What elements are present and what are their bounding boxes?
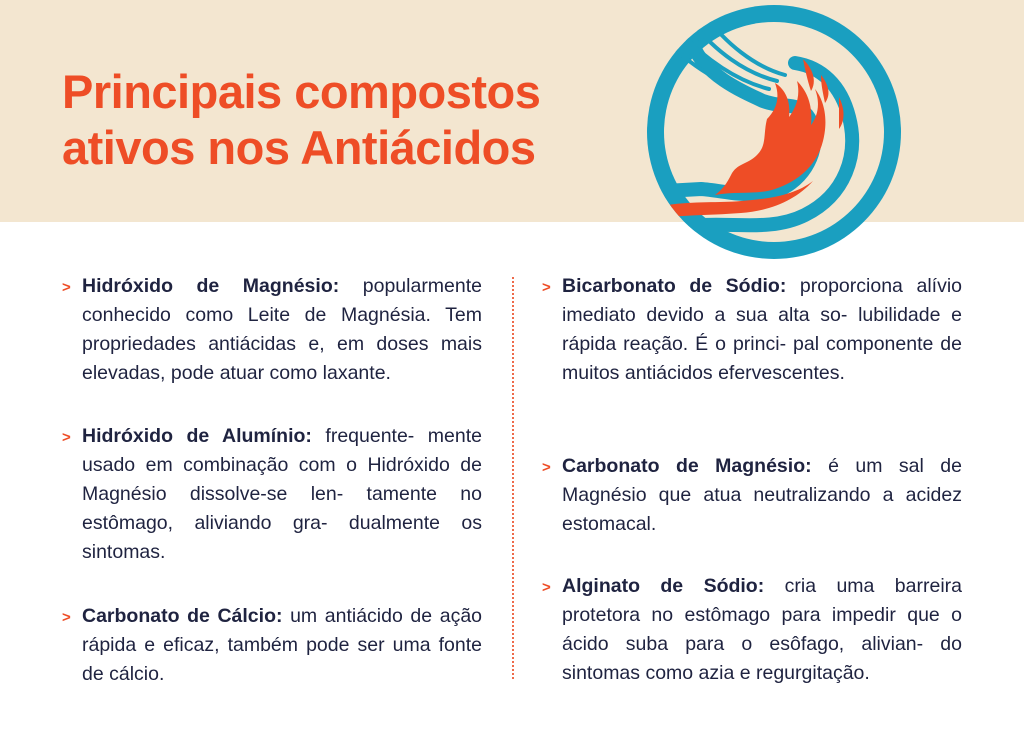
bullet-chevron-icon: > xyxy=(542,279,551,296)
title-line-1: Principais compostos xyxy=(62,65,541,118)
item-title: Alginato de Sódio: xyxy=(562,575,765,597)
page-title xyxy=(62,64,622,176)
item-text xyxy=(82,272,482,388)
bullet-chevron-icon: > xyxy=(542,579,551,596)
item-description: proporciona alívio imediato devido a sua alta so- lubilidade e rápida reação. É o princi- pal componente de muitos antiácidos efervescentes. xyxy=(562,275,962,384)
column-divider xyxy=(512,277,514,679)
item-description: frequente- mente usado em combinação com o Hidróxido de Magnésio dissolve-se len- tamente no estômago, aliviando gra- dualmente os sintomas. xyxy=(82,425,482,563)
item-title: Carbonato de Magnésio: xyxy=(562,455,812,477)
item-title: Carbonato de Cálcio: xyxy=(82,605,283,627)
item-text xyxy=(82,602,482,689)
list-item-hidroxido-magnesio xyxy=(62,272,482,422)
item-title: Hidróxido de Magnésio: xyxy=(82,275,340,297)
left-column xyxy=(62,272,482,689)
bullet-chevron-icon: > xyxy=(542,459,551,476)
list-item-alginato-sodio xyxy=(542,572,962,688)
item-text xyxy=(82,422,482,567)
item-title: Bicarbonato de Sódio: xyxy=(562,275,787,297)
item-text xyxy=(562,452,962,539)
title-line-2: ativos nos Antiácidos xyxy=(62,121,536,174)
stomach-fire-icon xyxy=(645,5,903,259)
bullet-chevron-icon: > xyxy=(62,279,71,296)
list-item-carbonato-calcio xyxy=(62,602,482,689)
right-column xyxy=(542,272,962,688)
item-text xyxy=(562,272,962,388)
item-title: Hidróxido de Alumínio: xyxy=(82,425,312,447)
item-description: é um sal de Magnésio que atua neutralizando a acidez estomacal. xyxy=(562,455,962,535)
item-description: cria uma barreira protetora no estômago para impedir que o ácido suba para o esôfago, alivian- do sintomas como azia e regurgitação. xyxy=(562,575,962,684)
item-description: popularmente conhecido como Leite de Magnésia. Tem propriedades antiácidas e, em doses mais elevadas, pode atuar como laxante. xyxy=(82,275,483,384)
list-item-bicarbonato-sodio xyxy=(542,272,962,452)
list-item-hidroxido-aluminio xyxy=(62,422,482,602)
bullet-chevron-icon: > xyxy=(62,609,71,626)
bullet-chevron-icon: > xyxy=(62,429,71,446)
item-text xyxy=(562,572,962,688)
item-description: um antiácido de ação rápida e eficaz, também pode ser uma fonte de cálcio. xyxy=(82,605,483,685)
list-item-carbonato-magnesio xyxy=(542,452,962,572)
